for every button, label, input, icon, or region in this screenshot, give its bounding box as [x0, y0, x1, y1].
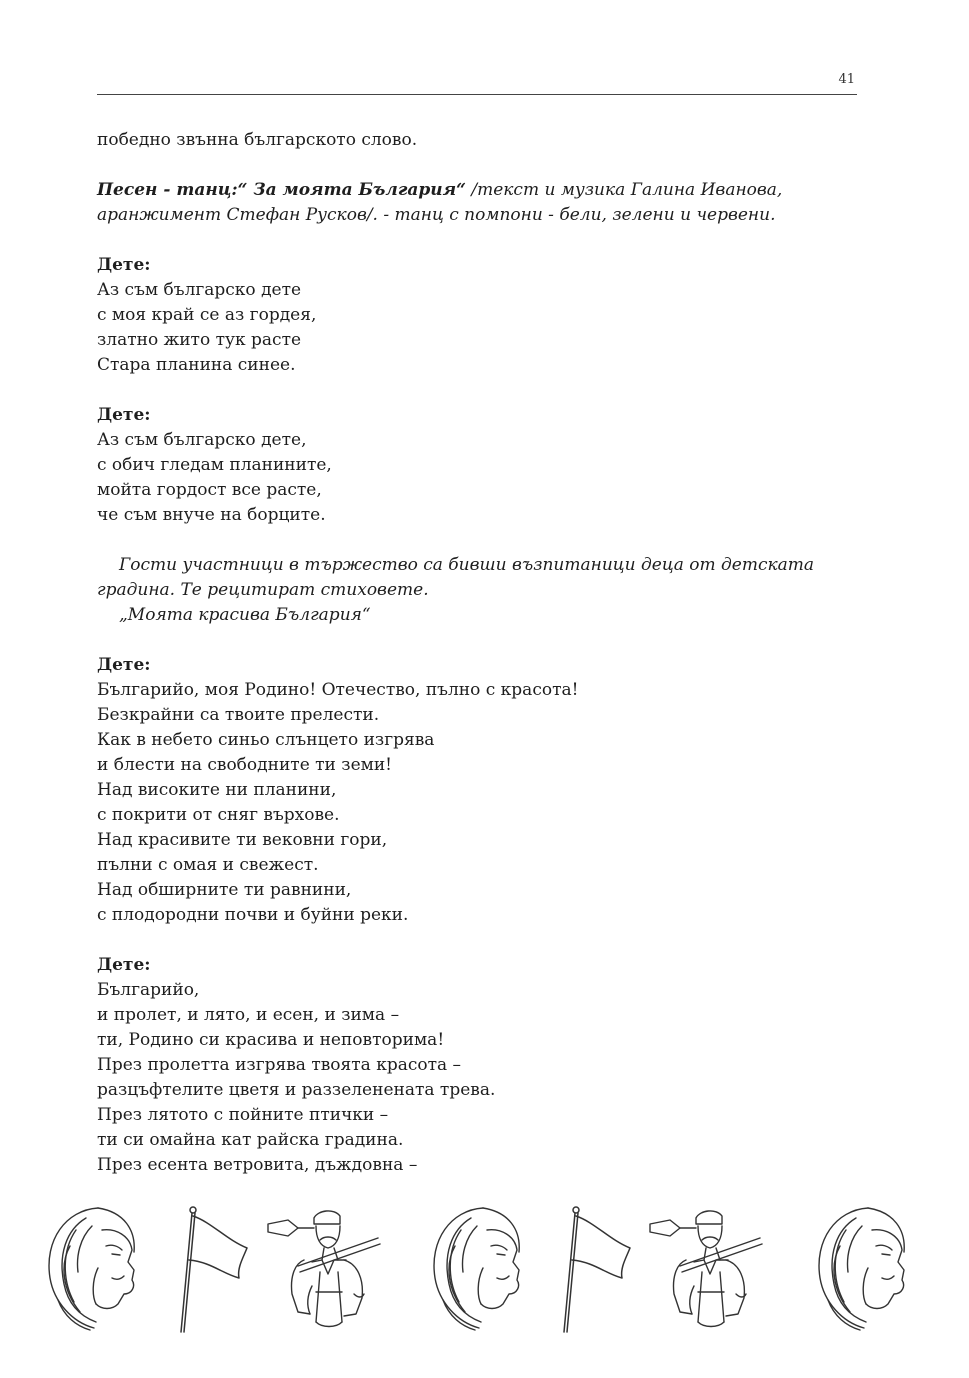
verse-line: мойта гордост все расте, — [97, 480, 322, 500]
verse-line: Българийо, моя Родино! Отечество, пълно с красота! — [97, 680, 579, 700]
verse-line: Над високите ни планини, — [97, 780, 337, 800]
verse-line: Над обширните ти равнини, — [97, 880, 352, 900]
revolutionary-icon — [268, 1211, 380, 1327]
verse-line: разцъфтелите цветя и раззеленената трева. — [97, 1080, 496, 1100]
footer-illustration-strip — [36, 1196, 936, 1336]
verse-line: ти, Родино си красива и неповторима! — [97, 1030, 445, 1050]
speaker-label: Дете: — [97, 955, 151, 975]
verse-line: Безкрайни са твоите прелести. — [97, 705, 380, 725]
footer-illustrations — [36, 1196, 936, 1336]
song-title: Песен - танц:“ За моята България“ — [97, 180, 466, 200]
verse-line: През пролетта изгрява твоята красота – — [97, 1055, 462, 1075]
verse-line: с покрити от сняг върхове. — [97, 805, 340, 825]
verse-line: пълни с омая и свежест. — [97, 855, 319, 875]
song-line-2: аранжимент Стефан Русков/. - танц с помпони - бели, зелени и червени. — [97, 205, 776, 225]
verse-line: Аз съм българско дете, — [97, 430, 307, 450]
verse-line: че съм внуче на борците. — [97, 505, 326, 525]
speaker-label: Дете: — [97, 255, 151, 275]
revolutionary-icon — [650, 1211, 762, 1327]
verse-line: златно жито тук расте — [97, 330, 302, 350]
note-line-1: Гости участници в тържество са бивши възпитаници деца от детската — [119, 555, 815, 575]
header-rule — [97, 94, 857, 95]
note-line-2: градина. Те рецитират стиховете. — [97, 580, 429, 600]
verse-line: и пролет, и лято, и есен, и зима – — [97, 1005, 400, 1025]
verse-line: Българийо, — [97, 980, 200, 1000]
speaker-label: Дете: — [97, 405, 151, 425]
verse-line: Как в небето синьо слънцето изгрява — [97, 730, 435, 750]
verse-line: Аз съм българско дете — [97, 280, 302, 300]
poem-title: „Моята красива България“ — [119, 605, 371, 625]
verse-line: През есента ветровита, дъждовна – — [97, 1155, 418, 1175]
song-credits: /текст и музика Галина Иванова, — [465, 180, 783, 200]
page-number: 41 — [838, 72, 855, 87]
flag-icon — [181, 1207, 247, 1332]
song-line-1 — [97, 178, 857, 203]
verse-line: и блести на свободните ти земи! — [97, 755, 393, 775]
verse-line: Стара планина синее. — [97, 355, 296, 375]
verse-line: ти си омайна кат райска градина. — [97, 1130, 404, 1150]
verse-line: Над красивите ти вековни гори, — [97, 830, 388, 850]
verse-line: с плодородни почви и буйни реки. — [97, 905, 409, 925]
lion-icon — [49, 1208, 134, 1330]
verse-line: През лятото с пойните птички – — [97, 1105, 389, 1125]
verse-line: с обич гледам планините, — [97, 455, 332, 475]
intro-line: победно звънна българското слово. — [97, 130, 418, 150]
speaker-label: Дете: — [97, 655, 151, 675]
lion-icon — [434, 1208, 519, 1330]
verse-line: с моя край се аз гордея, — [97, 305, 317, 325]
page-content — [97, 128, 857, 1178]
lion-icon — [819, 1208, 904, 1330]
flag-icon — [564, 1207, 630, 1332]
